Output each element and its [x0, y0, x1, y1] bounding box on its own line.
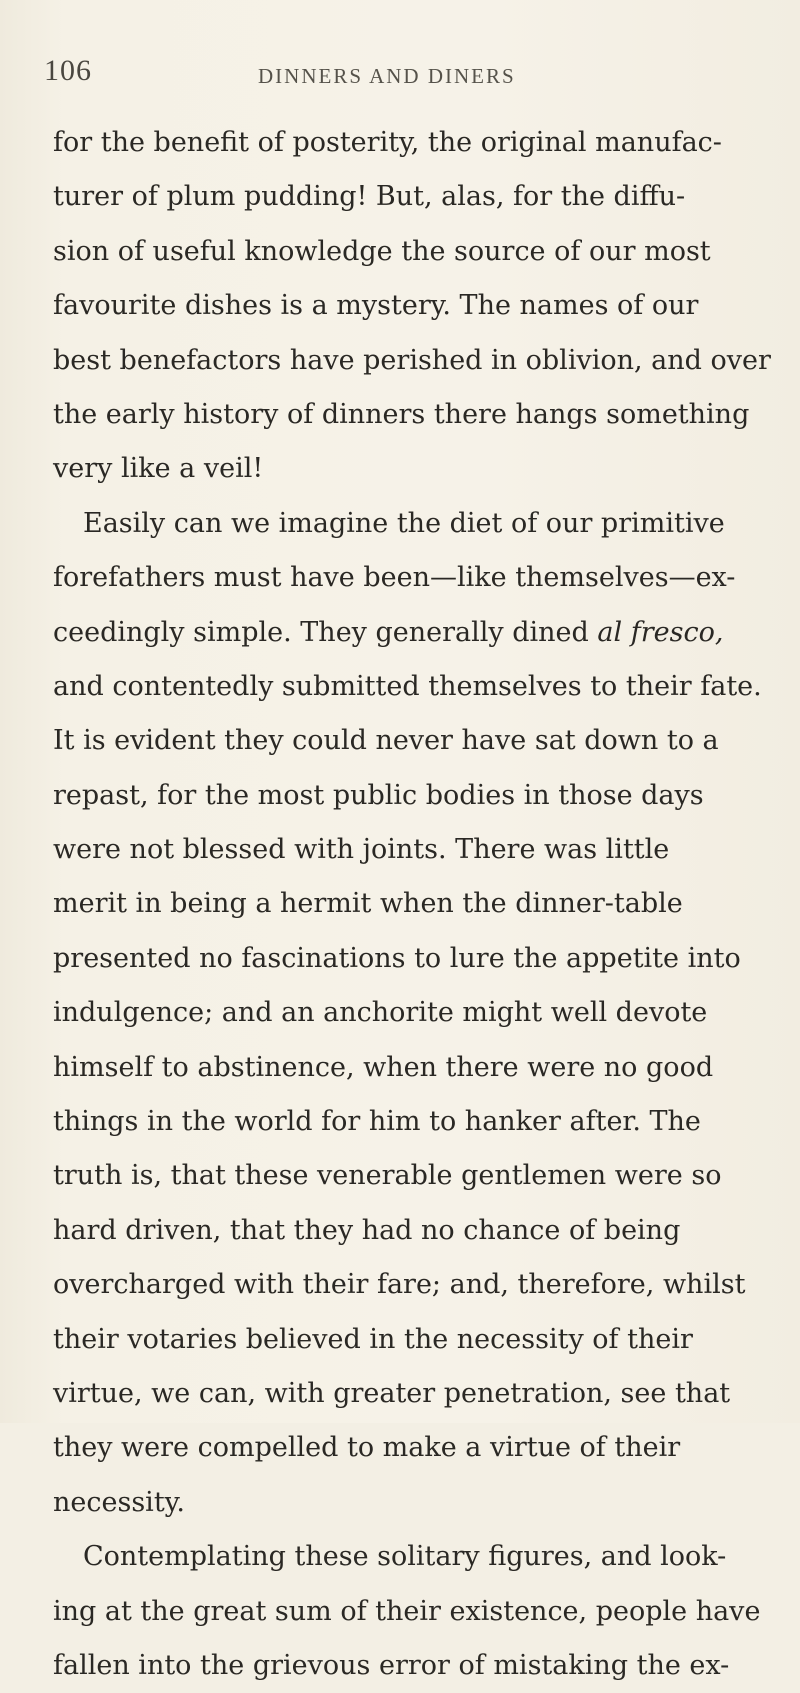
text-line: overcharged with their fare; and, therefore, whilst	[53, 1269, 746, 1301]
text-line: turer of plum pudding! But, alas, for the diffu-	[53, 181, 686, 213]
text-line: were not blessed with joints. There was little	[53, 834, 670, 866]
text-span: ceedingly simple. They generally dined	[53, 616, 589, 648]
text-line: presented no fascinations to lure the appetite into	[53, 942, 741, 974]
text-line: best benefactors have perished in oblivion, and over	[53, 344, 771, 376]
text-line: the early history of dinners there hangs something	[53, 398, 750, 430]
text-line: their votaries believed in the necessity of their	[53, 1323, 693, 1355]
text-line: repast, for the most public bodies in those days	[53, 779, 704, 811]
text-line: and contentedly submitted themselves to their fate.	[53, 670, 762, 702]
text-line: indulgence; and an anchorite might well devote	[53, 997, 708, 1029]
page-header	[0, 54, 800, 94]
text-line: very like a veil!	[53, 453, 264, 485]
running-title: DINNERS AND DINERS	[258, 64, 516, 88]
text-line: forefathers must have been—like themselves—ex-	[53, 562, 736, 594]
text-line: ing at the great sum of their existence, people have	[53, 1595, 761, 1627]
text-line: favourite dishes is a mystery. The names of our	[53, 290, 699, 322]
text-line: things in the world for him to hanker after. The	[53, 1106, 701, 1138]
page-number: 106	[44, 54, 92, 87]
text-line: truth is, that these venerable gentlemen were so	[53, 1160, 722, 1192]
italic-phrase: al fresco,	[597, 616, 724, 648]
text-line: hard driven, that they had no chance of being	[53, 1214, 681, 1246]
text-line: himself to abstinence, when there were no good	[53, 1051, 714, 1083]
paragraph-start-line: Easily can we imagine the diet of our primitive	[83, 507, 725, 539]
text-line	[53, 606, 793, 660]
text-line: It is evident they could never have sat down to a	[53, 725, 719, 757]
text-line: fallen into the grievous error of mistaking the ex-	[53, 1649, 730, 1681]
text-line: for the benefit of posterity, the original manufac-	[53, 127, 722, 158]
text-line: necessity.	[53, 1486, 185, 1518]
text-line: sion of useful knowledge the source of our most	[53, 235, 711, 267]
text-line: virtue, we can, with greater penetration, see that	[53, 1377, 731, 1409]
body-text	[53, 116, 793, 1693]
text-line: they were compelled to make a virtue of their	[53, 1432, 681, 1464]
text-line: merit in being a hermit when the dinner-table	[53, 888, 683, 920]
paragraph-start-line: Contemplating these solitary figures, and look-	[83, 1541, 727, 1573]
